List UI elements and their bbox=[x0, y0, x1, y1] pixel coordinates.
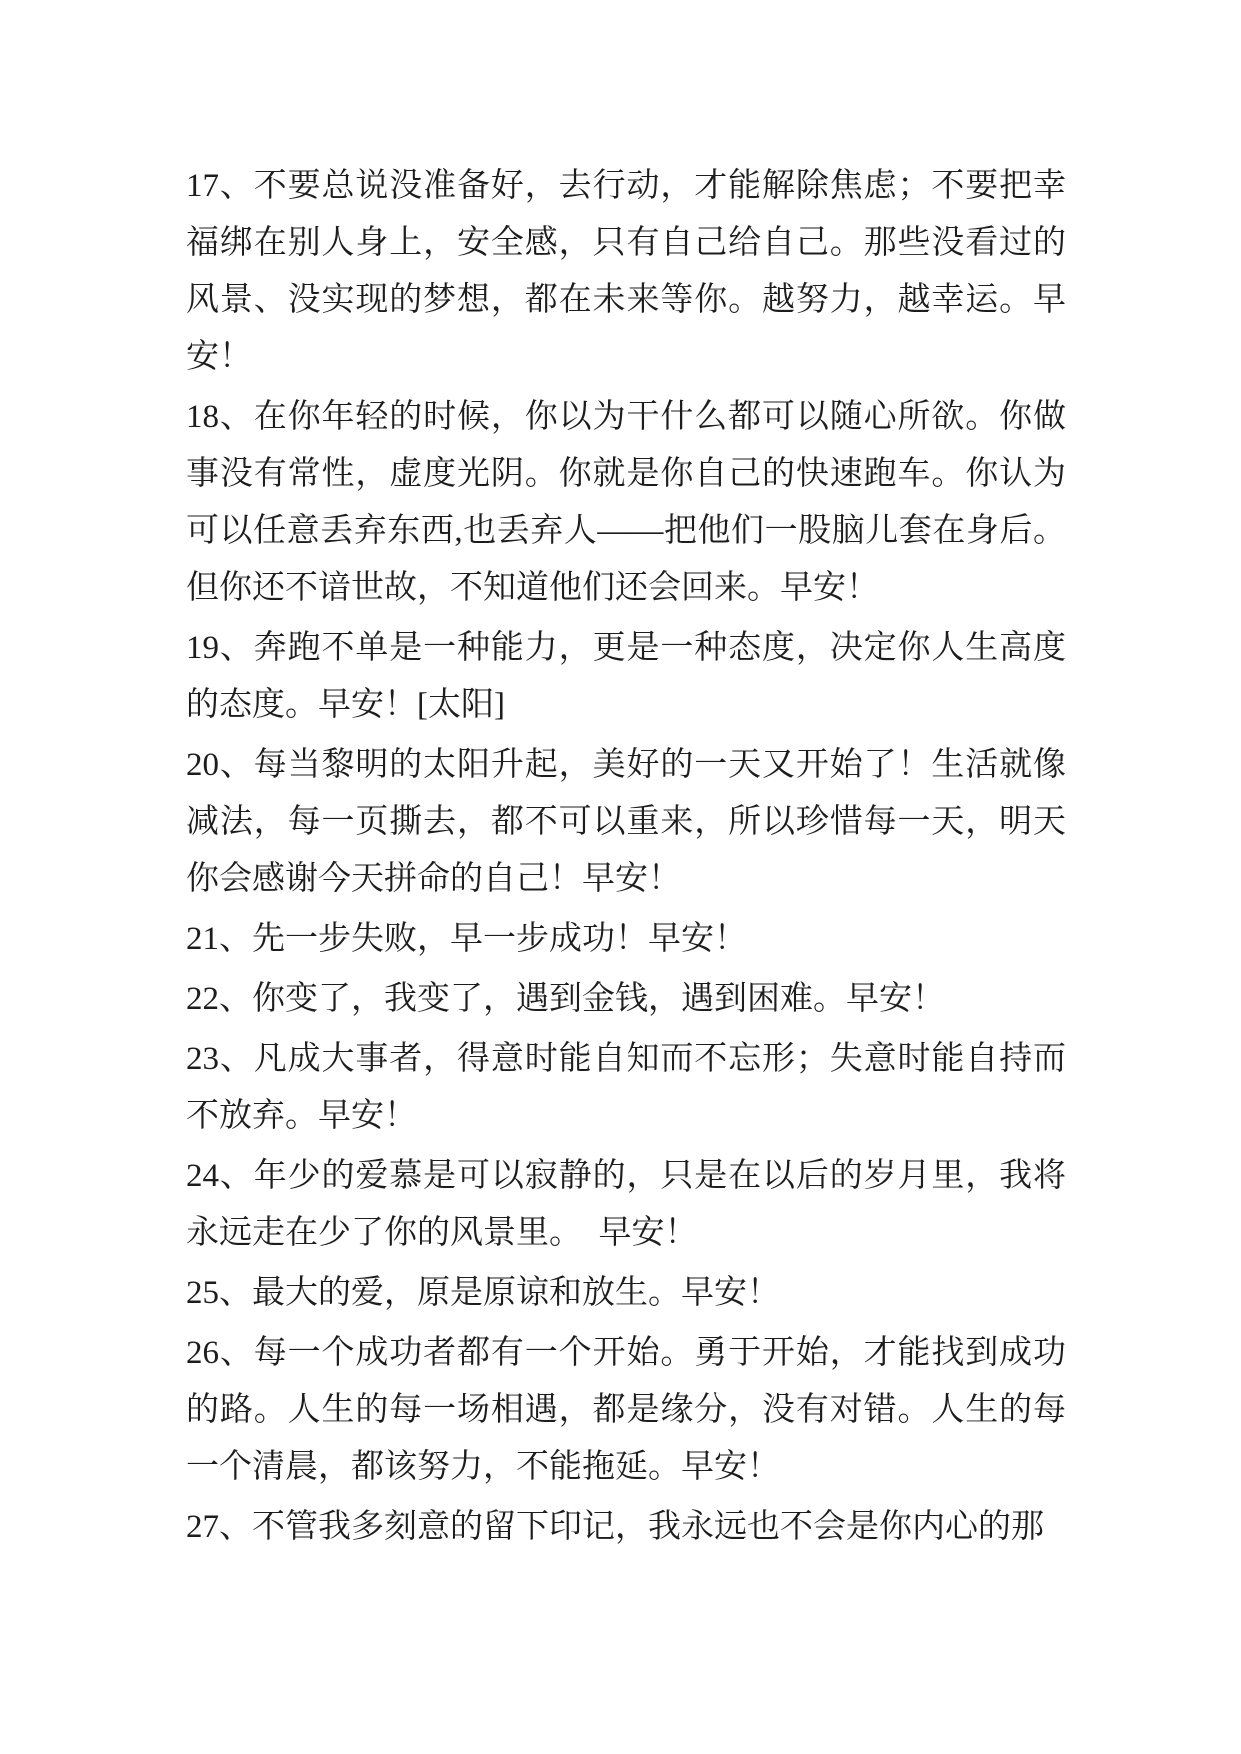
item-number: 21 bbox=[186, 921, 219, 957]
item-text: 年少的爱慕是可以寂静的，只是在以后的岁月里，我将永远走在少了你的风景里。 早安！ bbox=[186, 1158, 1067, 1251]
item-text: 奔跑不单是一种能力，更是一种态度，决定你人生高度的态度。早安！[太阳] bbox=[186, 630, 1067, 723]
item-number: 26 bbox=[186, 1335, 219, 1371]
item-number-separator: 、 bbox=[219, 747, 254, 783]
list-item-27 bbox=[186, 1499, 1066, 1556]
item-number-separator: 、 bbox=[219, 1041, 254, 1077]
document-body bbox=[186, 158, 1066, 1559]
item-text: 先一步失败，早一步成功！早安！ bbox=[252, 921, 747, 957]
item-number-separator: 、 bbox=[219, 981, 252, 1017]
list-item-26 bbox=[186, 1325, 1066, 1496]
item-text: 每当黎明的太阳升起，美好的一天又开始了！生活就像减法，每一页撕去，都不可以重来，所以珍惜每一天，明天你会感谢今天拼命的自己！早安！ bbox=[186, 747, 1067, 897]
item-number: 27 bbox=[186, 1509, 219, 1545]
item-number-separator: 、 bbox=[219, 168, 254, 204]
list-item-22 bbox=[186, 971, 1066, 1028]
list-item-24 bbox=[186, 1148, 1066, 1262]
item-number: 18 bbox=[186, 399, 219, 435]
item-text: 在你年轻的时候，你以为干什么都可以随心所欲。你做事没有常性，虚度光阴。你就是你自己的快速跑车。你认为可以任意丢弃东西,也丢弃人——把他们一股脑儿套在身后。但你还不谙世故，不知道他们还会回来。早安！ bbox=[186, 399, 1067, 606]
item-number: 17 bbox=[186, 168, 219, 204]
item-number: 24 bbox=[186, 1158, 219, 1194]
item-text: 凡成大事者，得意时能自知而不忘形；失意时能自持而不放弃。早安！ bbox=[186, 1041, 1067, 1134]
item-number-separator: 、 bbox=[219, 630, 254, 666]
list-item-19 bbox=[186, 620, 1066, 734]
item-number: 22 bbox=[186, 981, 219, 1017]
item-number: 20 bbox=[186, 747, 219, 783]
list-item-23 bbox=[186, 1031, 1066, 1145]
item-number-separator: 、 bbox=[219, 1509, 252, 1545]
item-number-separator: 、 bbox=[219, 1335, 254, 1371]
item-number-separator: 、 bbox=[219, 921, 252, 957]
item-number-separator: 、 bbox=[219, 1275, 252, 1311]
item-text: 你变了，我变了，遇到金钱，遇到困难。早安！ bbox=[252, 981, 945, 1017]
list-item-17 bbox=[186, 158, 1066, 386]
item-text: 最大的爱，原是原谅和放生。早安！ bbox=[252, 1275, 780, 1311]
item-number-separator: 、 bbox=[219, 1158, 254, 1194]
item-text: 每一个成功者都有一个开始。勇于开始，才能找到成功的路。人生的每一场相遇，都是缘分，没有对错。人生的每一个清晨，都该努力，不能拖延。早安！ bbox=[186, 1335, 1067, 1485]
list-item-20 bbox=[186, 737, 1066, 908]
item-number: 23 bbox=[186, 1041, 219, 1077]
item-text: 不管我多刻意的留下印记，我永远也不会是你内心的那 bbox=[252, 1509, 1044, 1545]
list-item-21 bbox=[186, 911, 1066, 968]
list-item-25 bbox=[186, 1265, 1066, 1322]
item-number-separator: 、 bbox=[219, 399, 254, 435]
item-text: 不要总说没准备好，去行动，才能解除焦虑；不要把幸福绑在别人身上，安全感，只有自己给自己。那些没看过的风景、没实现的梦想，都在未来等你。越努力，越幸运。早安！ bbox=[186, 168, 1067, 375]
list-item-18 bbox=[186, 389, 1066, 617]
item-number: 25 bbox=[186, 1275, 219, 1311]
item-number: 19 bbox=[186, 630, 219, 666]
